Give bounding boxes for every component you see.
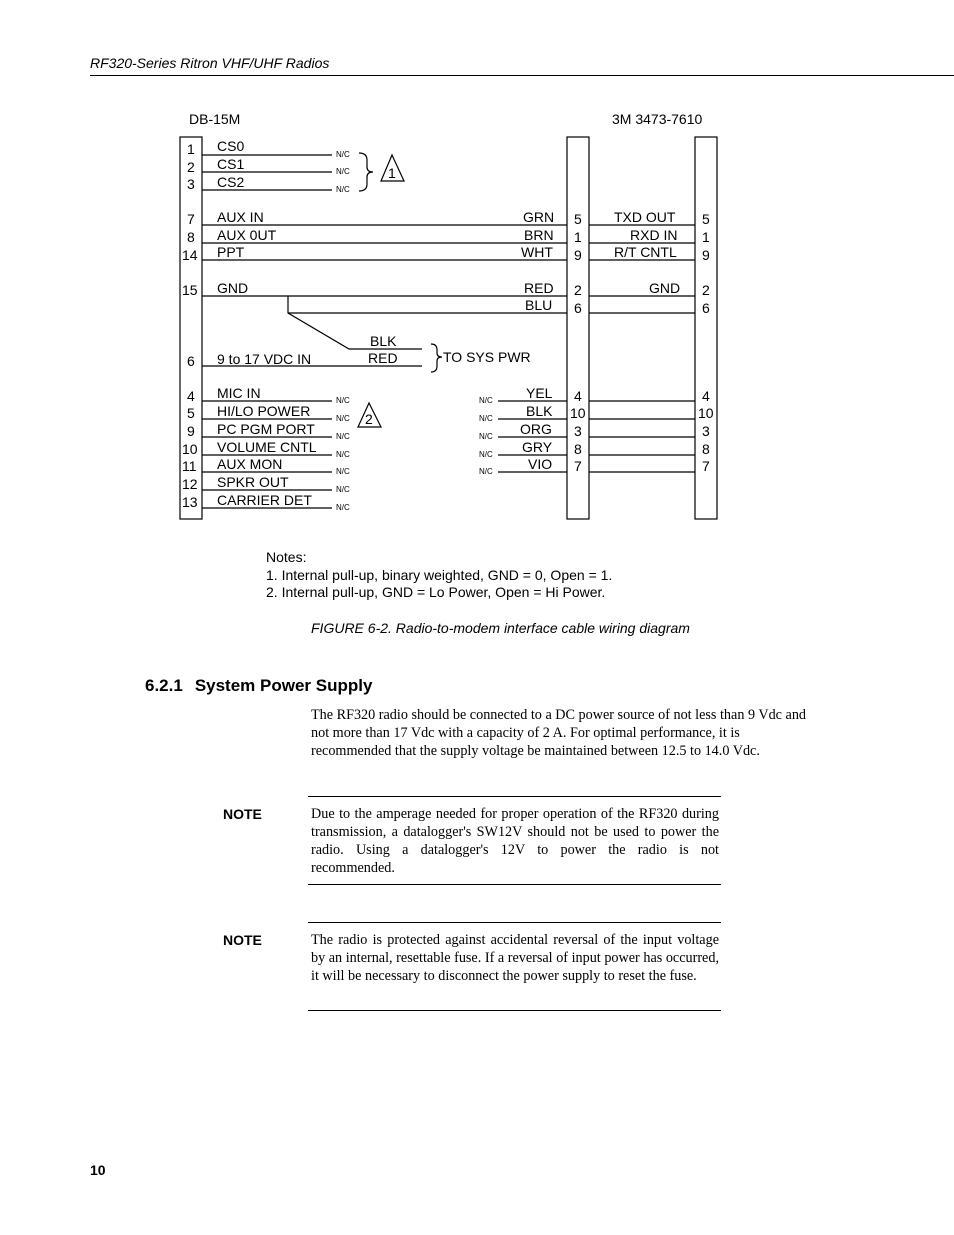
mid-pin-1: 1 <box>574 229 582 245</box>
right-pin-3: 3 <box>702 423 710 439</box>
signal-gnd: GND <box>217 280 249 296</box>
running-header: RF320-Series Ritron VHF/UHF Radios <box>90 55 330 71</box>
section-number: 6.2.1 <box>145 676 183 695</box>
right-pin-1: 1 <box>702 229 710 245</box>
signal-spkr-out: SPKR OUT <box>217 474 289 490</box>
pin-14: 14 <box>182 247 198 263</box>
note-1-text: Due to the amperage needed for proper operation of the RF320 during transmission, a datalogger's SW12V should not be used to power the radio. Using a datalogger's 12V to power the radio is not recommended. <box>311 806 719 876</box>
right-pin-10: 10 <box>698 405 714 421</box>
color-red-gnd: RED <box>524 280 554 296</box>
db15-label: DB-15M <box>189 111 241 127</box>
pin-3: 3 <box>187 176 195 192</box>
signal-hi-lo-power: HI/LO POWER <box>217 403 311 419</box>
signal-rt-cntl: R/T CNTL <box>614 244 677 260</box>
note-2-marker: 2 <box>365 411 373 427</box>
note-item-1: 1. Internal pull-up, binary weighted, GND = 0, Open = 1. <box>266 566 613 583</box>
mid-pin-5: 5 <box>574 211 582 227</box>
nc-yel: N/C <box>479 396 493 405</box>
nc-hi-lo-power: N/C <box>336 414 350 423</box>
mid-pin-3: 3 <box>574 423 582 439</box>
right-pin-7: 7 <box>702 458 710 474</box>
mid-pin-8: 8 <box>574 441 582 457</box>
pin-9: 9 <box>187 423 195 439</box>
nc-org: N/C <box>479 432 493 441</box>
mid-pin-9: 9 <box>574 247 582 263</box>
brace-cs-group <box>359 153 373 191</box>
pin-8: 8 <box>187 229 195 245</box>
signal-ppt: PPT <box>217 244 245 260</box>
header-rule <box>90 75 954 76</box>
3m-connector-label: 3M 3473-7610 <box>612 111 703 127</box>
mid-pin-7: 7 <box>574 458 582 474</box>
signal-aux-out: AUX 0UT <box>217 227 277 243</box>
pin-10: 10 <box>182 441 198 457</box>
right-pin-6: 6 <box>702 300 710 316</box>
signal-power-in: 9 to 17 VDC IN <box>217 351 312 367</box>
color-grn: GRN <box>523 209 555 225</box>
color-org: ORG <box>520 421 552 437</box>
signal-cs0: CS0 <box>217 138 245 154</box>
signal-gnd-right: GND <box>649 280 681 296</box>
nc-cs2: N/C <box>336 185 350 194</box>
pin-4: 4 <box>187 388 195 404</box>
to-sys-pwr-label: TO SYS PWR <box>443 349 531 365</box>
pin-5: 5 <box>187 405 195 421</box>
wire-label-blk: BLK <box>370 333 397 349</box>
note-2-text: The radio is protected against accidental reversal of the input voltage by an internal, resettable fuse. If a reversal of input power has occurred, it will be necessary to disconnect the power supply to reset the fuse. <box>311 932 719 984</box>
signal-pc-pgm-port: PC PGM PORT <box>217 421 315 437</box>
color-wht: WHT <box>521 244 553 260</box>
right-pin-5: 5 <box>702 211 710 227</box>
right-pin-9: 9 <box>702 247 710 263</box>
signal-volume-cntl: VOLUME CNTL <box>217 439 317 455</box>
nc-blk: N/C <box>479 414 493 423</box>
wire-gnd-branch <box>288 296 422 349</box>
color-yel: YEL <box>526 385 553 401</box>
pin-6: 6 <box>187 353 195 369</box>
section-paragraph: The RF320 radio should be connected to a DC power source of not less than 9 Vdc and not more than 17 Vdc with a capacity of 2 A. For optimal performance, it is recommended that the supply voltage be maintained between 12.5 to 14.0 Vdc. <box>311 707 807 759</box>
figure-caption: FIGURE 6-2. Radio-to-modem interface cable wiring diagram <box>311 620 690 636</box>
diagram-notes <box>266 549 612 602</box>
note-2-bottom-rule <box>308 1010 721 1011</box>
notes-heading: Notes: <box>266 549 307 565</box>
note-2-label: NOTE <box>223 932 262 948</box>
nc-volume-cntl: N/C <box>336 450 350 459</box>
section-heading <box>145 676 372 696</box>
note-1-bottom-rule <box>308 884 721 885</box>
brace-power <box>431 344 442 372</box>
signal-cs1: CS1 <box>217 156 245 172</box>
nc-mic-in: N/C <box>336 396 350 405</box>
pin-2: 2 <box>187 159 195 175</box>
section-title: System Power Supply <box>194 676 373 695</box>
note-2-top-rule <box>308 922 721 923</box>
signal-carrier-det: CARRIER DET <box>217 492 312 508</box>
note-item-2: 2. Internal pull-up, GND = Lo Power, Open = Hi Power. <box>266 584 606 600</box>
nc-cs0: N/C <box>336 150 350 159</box>
right-pin-8: 8 <box>702 441 710 457</box>
pin-11: 11 <box>182 458 197 474</box>
nc-carrier-det: N/C <box>336 503 350 512</box>
signal-mic-in: MIC IN <box>217 385 261 401</box>
mid-pin-4: 4 <box>574 388 582 404</box>
note-1-top-rule <box>308 796 721 797</box>
right-pin-2: 2 <box>702 282 710 298</box>
pin-7: 7 <box>187 211 195 227</box>
color-blu: BLU <box>525 297 553 313</box>
mid-pin-6: 6 <box>574 300 582 316</box>
right-pin-4: 4 <box>702 388 710 404</box>
color-brn: BRN <box>524 227 554 243</box>
mid-pin-10: 10 <box>570 405 586 421</box>
signal-aux-in: AUX IN <box>217 209 264 225</box>
color-blk: BLK <box>526 403 553 419</box>
nc-vio: N/C <box>479 467 493 476</box>
pin-1: 1 <box>187 141 195 157</box>
color-vio: VIO <box>528 456 553 472</box>
nc-gry: N/C <box>479 450 493 459</box>
signal-aux-mon: AUX MON <box>217 456 283 472</box>
note-1-label: NOTE <box>223 806 262 822</box>
note-1-marker: 1 <box>388 165 396 181</box>
signal-rxd-in: RXD IN <box>630 227 678 243</box>
signal-cs2: CS2 <box>217 174 245 190</box>
nc-aux-mon: N/C <box>336 467 350 476</box>
pin-15: 15 <box>182 282 198 298</box>
pin-13: 13 <box>182 494 198 510</box>
wiring-diagram <box>0 95 954 535</box>
wire-label-red: RED <box>368 350 398 366</box>
page-number: 10 <box>90 1162 106 1178</box>
nc-pc-pgm-port: N/C <box>336 432 350 441</box>
nc-cs1: N/C <box>336 167 350 176</box>
pin-12: 12 <box>182 476 198 492</box>
color-gry: GRY <box>522 439 553 455</box>
mid-pin-2: 2 <box>574 282 582 298</box>
signal-txd-out: TXD OUT <box>614 209 676 225</box>
nc-spkr-out: N/C <box>336 485 350 494</box>
